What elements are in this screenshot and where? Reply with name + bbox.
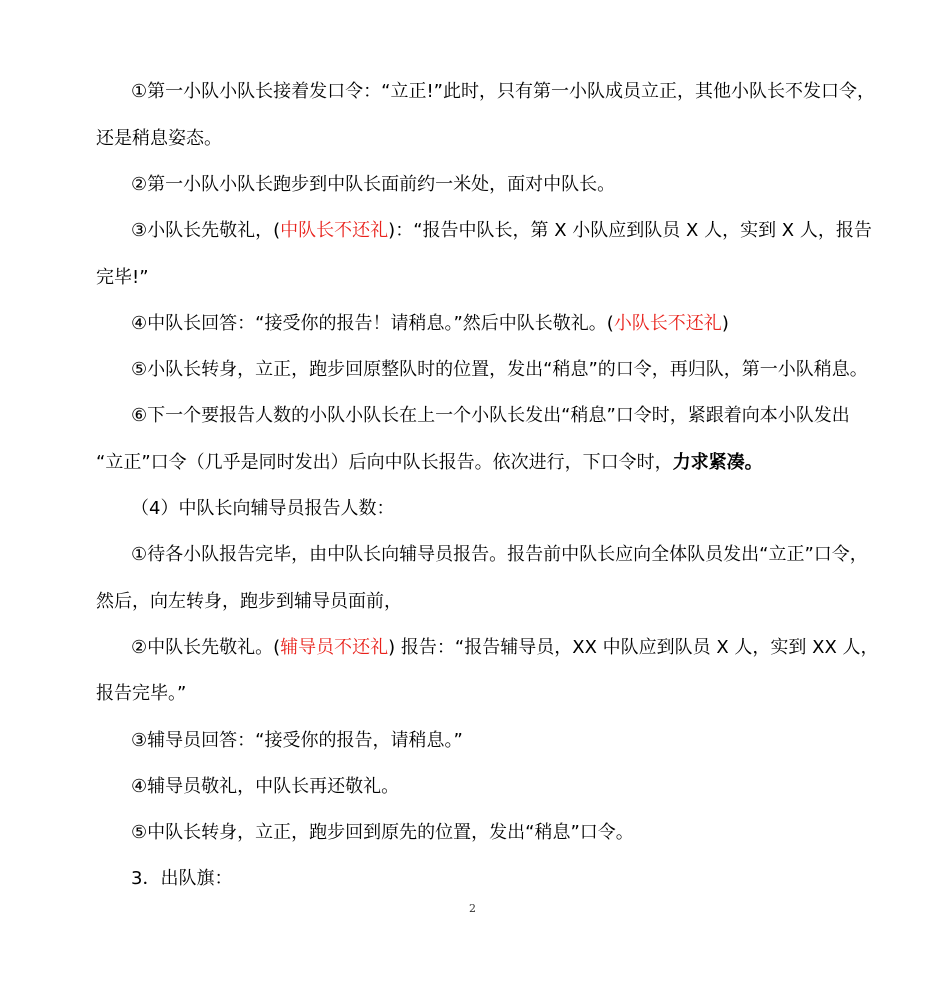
paragraph-line: ④辅导员敬礼，中队长再还敬礼。 xyxy=(131,776,400,797)
red-note: 中队长不还礼 xyxy=(280,220,389,241)
paragraph-line: 报告完毕。” xyxy=(96,683,187,704)
paragraph-line: ②第一小队小队长跑步到中队长面前约一米处，面对中队长。 xyxy=(131,174,616,195)
paragraph-line: ⑥下一个要报告人数的小队小队长在上一个小队长发出“稍息”口令时，紧跟着向本小队发出 xyxy=(131,405,850,426)
paragraph-line: ①待各小队报告完毕，由中队长向辅导员报告。报告前中队长应向全体队员发出“立正”口令， xyxy=(131,544,868,565)
paragraph-line: 还是稍息姿态。 xyxy=(96,128,222,149)
red-note: 辅导员不还礼 xyxy=(280,637,389,658)
paragraph-line: ②中队长先敬礼。(辅导员不还礼) 报告：“报告辅导员，XX 中队应到队员 X 人，实到 XX 人， xyxy=(131,637,879,658)
paragraph-line: ③小队长先敬礼，(中队长不还礼)：“报告中队长，第 X 小队应到队员 X 人，实到 X 人，报告 xyxy=(131,220,872,241)
section-heading: （4）中队长向辅导员报告人数： xyxy=(131,498,395,519)
paragraph-line: “立正”口令（几乎是同时发出）后向中队长报告。依次进行，下口令时，力求紧凑。 xyxy=(96,452,763,473)
paragraph-line: ③辅导员回答：“接受你的报告，请稍息。” xyxy=(131,730,463,751)
section-heading: 3．出队旗： xyxy=(131,868,233,889)
paragraph-line: 完毕!” xyxy=(96,267,149,288)
paragraph-line: ①第一小队小队长接着发口令：“立正!”此时，只有第一小队成员立正，其他小队长不发口令， xyxy=(131,81,875,102)
page-number: 2 xyxy=(469,902,476,915)
red-note: 小队长不还礼 xyxy=(613,313,722,334)
paragraph-line: ⑤中队长转身，立正，跑步回到原先的位置，发出“稍息”口令。 xyxy=(131,822,634,843)
paragraph-line: ⑤小队长转身，立正，跑步回原整队时的位置，发出“稍息”的口令，再归队，第一小队稍息。 xyxy=(131,359,868,380)
paragraph-line: ④中队长回答：“接受你的报告！请稍息。”然后中队长敬礼。(小队长不还礼) xyxy=(131,313,729,334)
bold-emphasis: 力求紧凑。 xyxy=(672,452,763,473)
paragraph-line: 然后，向左转身，跑步到辅导员面前， xyxy=(96,591,402,612)
